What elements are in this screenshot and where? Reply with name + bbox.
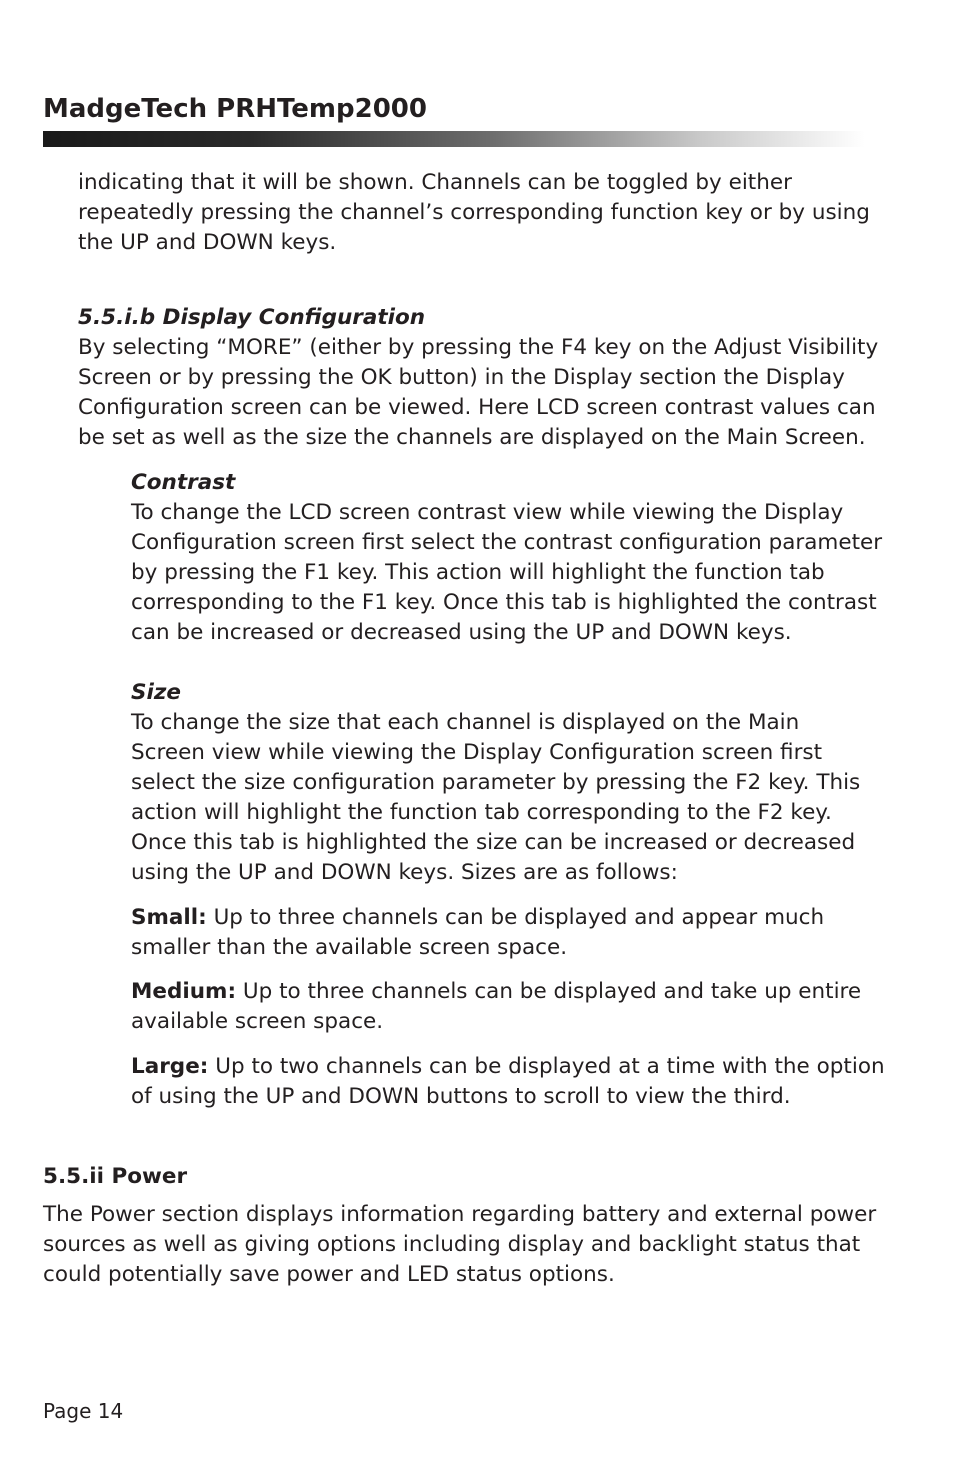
size-paragraph — [131, 708, 860, 888]
contrast-line: corresponding to the F1 key. Once this tab is highlighted the contrast — [131, 590, 877, 615]
contrast-heading: Contrast — [131, 470, 236, 495]
size-small-label: Small: — [131, 905, 207, 930]
size-small-text: Up to three channels can be displayed and appear much — [206, 905, 825, 930]
display-config-line: By selecting “MORE” (either by pressing the F4 key on the Adjust Visibility — [78, 335, 879, 360]
size-large-item — [131, 1052, 885, 1112]
size-line: action will highlight the function tab corresponding to the F2 key. — [131, 800, 832, 825]
power-paragraph — [43, 1200, 876, 1290]
contrast-line: To change the LCD screen contrast view while viewing the Display — [131, 500, 844, 525]
power-line: sources as well as giving options including display and backlight status that — [43, 1232, 861, 1257]
size-small-item — [131, 903, 824, 963]
power-heading: 5.5.ii Power — [43, 1164, 188, 1189]
size-line: select the size configuration parameter by pressing the F2 key. This — [131, 770, 861, 795]
contrast-line: can be increased or decreased using the UP and DOWN keys. — [131, 620, 792, 645]
display-config-paragraph — [78, 333, 878, 453]
display-config-line: be set as well as the size the channels are displayed on the Main Screen. — [78, 425, 866, 450]
page-header-title: MadgeTech PRHTemp2000 — [43, 94, 427, 124]
contrast-line: by pressing the F1 key. This action will highlight the function tab — [131, 560, 825, 585]
size-large-label: Large: — [131, 1054, 209, 1079]
size-large-line: of using the UP and DOWN buttons to scroll to view the third. — [131, 1084, 791, 1109]
size-medium-item — [131, 977, 861, 1037]
page-number: Page 14 — [43, 1399, 124, 1423]
header-gradient-bar — [43, 131, 865, 147]
size-large-line — [131, 1052, 885, 1082]
power-line: could potentially save power and LED status options. — [43, 1262, 615, 1287]
size-medium-label: Medium: — [131, 979, 237, 1004]
contrast-line: Configuration screen first select the contrast configuration parameter — [131, 530, 883, 555]
size-line: To change the size that each channel is displayed on the Main — [131, 710, 800, 735]
size-heading: Size — [131, 680, 181, 705]
contrast-paragraph — [131, 498, 882, 648]
size-line: Once this tab is highlighted the size can be increased or decreased — [131, 830, 856, 855]
size-line: using the UP and DOWN keys. Sizes are as follows: — [131, 860, 678, 885]
size-medium-line: available screen space. — [131, 1009, 384, 1034]
size-line: Screen view while viewing the Display Configuration screen first — [131, 740, 823, 765]
intro-paragraph — [78, 168, 870, 258]
size-small-line: smaller than the available screen space. — [131, 935, 568, 960]
size-large-text: Up to two channels can be displayed at a time with the option — [208, 1054, 885, 1079]
size-medium-text: Up to three channels can be displayed and take up entire — [236, 979, 862, 1004]
intro-line: indicating that it will be shown. Channels can be toggled by either — [78, 170, 792, 195]
power-line: The Power section displays information regarding battery and external power — [43, 1202, 877, 1227]
intro-line: the UP and DOWN keys. — [78, 230, 337, 255]
display-config-heading: 5.5.i.b Display Configuration — [78, 305, 426, 330]
display-config-line: Screen or by pressing the OK button) in the Display section the Display — [78, 365, 845, 390]
intro-line: repeatedly pressing the channel’s corresponding function key or by using — [78, 200, 870, 225]
size-medium-line — [131, 977, 861, 1007]
display-config-line: Configuration screen can be viewed. Here LCD screen contrast values can — [78, 395, 876, 420]
size-small-line — [131, 903, 824, 933]
